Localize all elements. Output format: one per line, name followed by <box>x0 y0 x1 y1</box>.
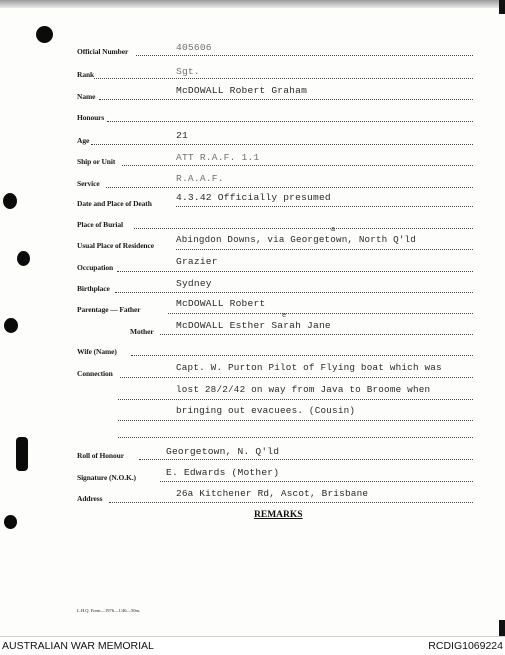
field-value-birthplace: Sydney <box>176 278 212 289</box>
field-label-father: Parentage — Father <box>77 305 141 314</box>
field-label-rank: Rank <box>77 70 95 79</box>
punch-hole <box>17 251 30 266</box>
field-value-roll-of-honour: Georgetown, N. Q'ld <box>166 446 280 457</box>
scan-edge <box>499 620 505 636</box>
field-label-roll-of-honour: Roll of Honour <box>77 451 124 460</box>
field-label-address: Address <box>77 494 103 503</box>
field-label-connection: Connection <box>77 369 113 378</box>
field-line <box>168 313 473 314</box>
field-label-birthplace: Birthplace <box>77 284 110 293</box>
field-line <box>176 206 473 207</box>
field-label-ship-or-unit: Ship or Unit <box>77 157 116 166</box>
field-line <box>107 121 473 122</box>
field-label-date-place-of-death: Date and Place of Death <box>77 199 152 208</box>
field-value-connection-1: Capt. W. Purton Pilot of Flying boat which was <box>176 362 442 373</box>
field-value-age: 21 <box>176 130 188 141</box>
handwritten-insertion: e <box>282 312 287 320</box>
field-label-name: Name <box>77 92 96 101</box>
field-line <box>118 420 473 421</box>
field-line <box>99 99 473 100</box>
punch-hole <box>16 437 28 471</box>
field-value-date-place-of-death: 4.3.42 Officially presumed <box>176 192 331 203</box>
punch-hole <box>4 318 18 333</box>
field-label-place-of-burial: Place of Burial <box>77 220 123 229</box>
field-value-ship-or-unit: ATT R.A.F. 1.1 <box>176 152 260 163</box>
field-label-official-number: Official Number <box>77 47 129 56</box>
field-value-rank: Sgt. <box>176 66 200 77</box>
field-value-mother: McDOWALL Esther Sarah Jane <box>176 320 331 331</box>
field-line <box>109 502 473 503</box>
field-line <box>160 334 473 335</box>
field-label-honours: Honours <box>77 113 105 122</box>
field-line <box>115 292 473 293</box>
field-value-residence: Abingdon Downs, via Georgetown, North Q'ld <box>176 234 416 245</box>
field-line <box>118 437 473 438</box>
field-line <box>94 78 473 79</box>
field-line <box>139 459 473 460</box>
field-line <box>120 377 473 378</box>
archive-name: AUSTRALIAN WAR MEMORIAL <box>2 640 154 652</box>
field-value-connection-3: bringing out evacuees. (Cousin) <box>176 405 356 416</box>
field-label-signature: Signature (N.O.K.) <box>77 473 136 482</box>
field-line <box>131 355 473 356</box>
field-line <box>136 55 473 56</box>
record-id: RCDIG1069224 <box>428 640 503 652</box>
field-line <box>160 481 473 482</box>
punch-hole <box>3 193 17 209</box>
field-line <box>122 165 473 166</box>
punch-hole <box>4 515 17 529</box>
field-label-residence: Usual Place of Residence <box>77 241 154 250</box>
remarks-heading: REMARKS <box>254 510 303 520</box>
field-label-age: Age <box>77 136 90 145</box>
field-line <box>91 144 473 145</box>
field-value-father: McDOWALL Robert <box>176 298 266 309</box>
handwritten-insertion: a <box>331 226 336 234</box>
form-number: L.H.Q. Form—1976—1/46—50m. <box>77 608 141 613</box>
field-value-name: McDOWALL Robert Graham <box>176 85 308 96</box>
scan-edge <box>499 0 505 14</box>
punch-hole <box>36 26 53 43</box>
field-line <box>117 271 473 272</box>
field-label-mother: Mother <box>130 327 154 336</box>
field-value-service: R.A.A.F. <box>176 173 224 184</box>
field-line <box>176 249 473 250</box>
field-line <box>118 399 473 400</box>
field-line <box>134 228 473 229</box>
scan-edge <box>0 0 505 8</box>
field-value-connection-2: lost 28/2/42 on way from Java to Broome when <box>176 384 431 395</box>
field-label-service: Service <box>77 179 100 188</box>
field-value-official-number: 405606 <box>176 42 212 53</box>
field-line <box>106 187 473 188</box>
field-label-wife: Wife (Name) <box>77 347 117 356</box>
field-label-occupation: Occupation <box>77 263 114 272</box>
field-value-occupation: Grazier <box>176 256 218 267</box>
field-value-address: 26a Kitchener Rd, Ascot, Brisbane <box>176 488 369 499</box>
field-value-signature: E. Edwards (Mother) <box>166 467 280 478</box>
archive-footer <box>0 636 505 655</box>
